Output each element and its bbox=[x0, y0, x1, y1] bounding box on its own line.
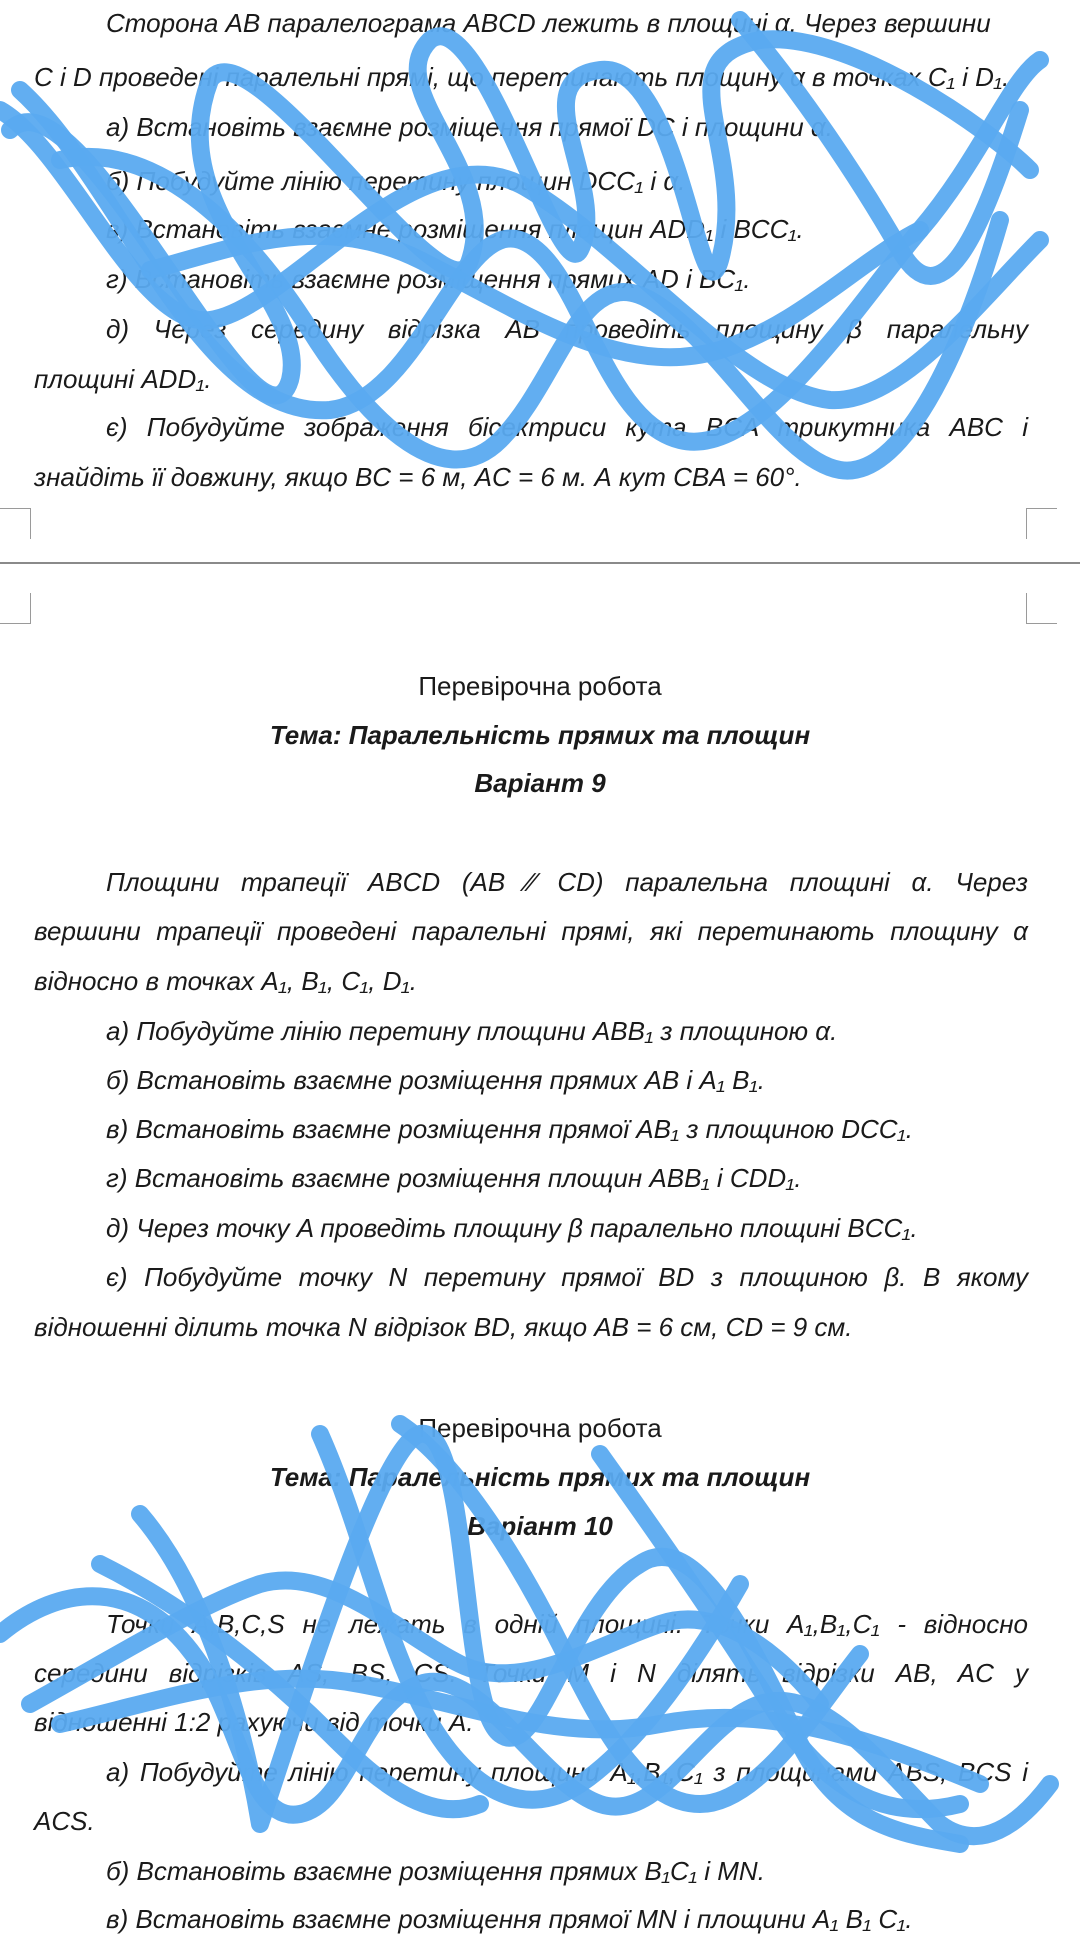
variant10-title: Перевірочна робота bbox=[418, 1413, 662, 1443]
variant10-intro-line-2: середини відрізків AS, BS, CS. Точки M і N ділять відрізки AB, AC у bbox=[34, 1658, 1028, 1688]
variant9-task-e: д) Через точку A проведіть площину β паралельно площині BCC₁. bbox=[106, 1213, 918, 1243]
variant9-task-d: г) Встановіть взаємне розміщення площин ABB₁ і CDD₁. bbox=[106, 1163, 802, 1193]
variant9-title: Перевірочна робота bbox=[418, 671, 662, 701]
variant10-topic: Тема: Паралельність прямих та площин bbox=[269, 1462, 811, 1492]
variant10-task-c: в) Встановіть взаємне розміщення прямої MN і площини A₁ B₁ C₁. bbox=[106, 1904, 913, 1934]
variant9-topic: Тема: Паралельність прямих та площин bbox=[269, 720, 811, 750]
variant9-number: Варіант 9 bbox=[474, 768, 606, 798]
page-corner-mark bbox=[0, 508, 31, 539]
variant10-intro-line-1: Точки A,B,C,S не лежать в одній площині. Точки A₁,B₁,C₁ - відносно bbox=[106, 1609, 1028, 1639]
variant9-intro-line-1: Площини трапеції ABCD (AB ∕∕ CD) паралельна площині α. Через bbox=[106, 867, 1028, 897]
variant10-task-a-line-2: ACS. bbox=[34, 1806, 95, 1836]
variant9-intro-line-2: вершини трапеції проведені паралельні прямі, які перетинають площину α bbox=[34, 916, 1028, 946]
problem-intro-line-1: Сторона АВ паралелограма ABCD лежить в площині α. Через вершини bbox=[106, 8, 991, 38]
problem-intro-line-2: C і D проведені паралельні прямі, що перетинають площину α в точках C₁ і D₁. bbox=[34, 62, 1010, 92]
variant10-task-b: б) Встановіть взаємне розміщення прямих B₁C₁ і MN. bbox=[106, 1856, 765, 1886]
variant9-task-c: в) Встановіть взаємне розміщення прямої AB₁ з площиною DCC₁. bbox=[106, 1114, 913, 1144]
variant10-number: Варіант 10 bbox=[467, 1511, 613, 1541]
variant9-task-a: а) Побудуйте лінію перетину площини ABB₁ з площиною α. bbox=[106, 1016, 838, 1046]
task-e-line-2: площині ADD₁. bbox=[34, 364, 212, 394]
task-f-line-2: знайдіть її довжину, якщо BC = 6 м, AC = 6 м. А кут CBA = 60°. bbox=[34, 462, 802, 492]
variant10-intro-line-3: відношенні 1:2 рахуючи від точки A. bbox=[34, 1707, 474, 1737]
task-d: г) Встановіть взаємне розміщення прямих AD і BC₁. bbox=[106, 264, 751, 294]
page-corner-mark bbox=[1026, 508, 1057, 539]
page-variants-9-10 bbox=[0, 564, 1080, 1934]
task-a: а) Встановіть взаємне розміщення прямої DC і площини α. bbox=[106, 112, 833, 142]
variant9-intro-line-3: відносно в точках A₁, B₁, C₁, D₁. bbox=[34, 966, 417, 996]
task-f-line-1: є) Побудуйте зображення бісектриси кута BCA трикутника ABC і bbox=[106, 412, 1028, 442]
task-e-line-1: д) Через середину відрізка AB проведіть площину β паралельну bbox=[106, 314, 1028, 344]
page-previous-variant bbox=[0, 0, 1080, 562]
scribble-stroke bbox=[0, 110, 1040, 400]
variant9-task-b: б) Встановіть взаємне розміщення прямих AB і A₁ B₁. bbox=[106, 1065, 765, 1095]
variant9-task-f-line-2: відношенні ділить точка N відрізок BD, якщо AB = 6 см, CD = 9 см. bbox=[34, 1312, 853, 1342]
task-b: б) Побудуйте лінію перетину площин DCC₁ і α. bbox=[106, 166, 686, 196]
variant10-task-a-line-1: а) Побудуйте лінію перетину площини A₁,B₁,C₁ з площинами ABS, BCS і bbox=[106, 1757, 1028, 1787]
task-c: в) Встановіть взаємне розміщення площин ADD₁ і BCC₁. bbox=[106, 214, 804, 244]
variant9-task-f-line-1: є) Побудуйте точку N перетину прямої BD з площиною β. В якому bbox=[106, 1262, 1028, 1292]
